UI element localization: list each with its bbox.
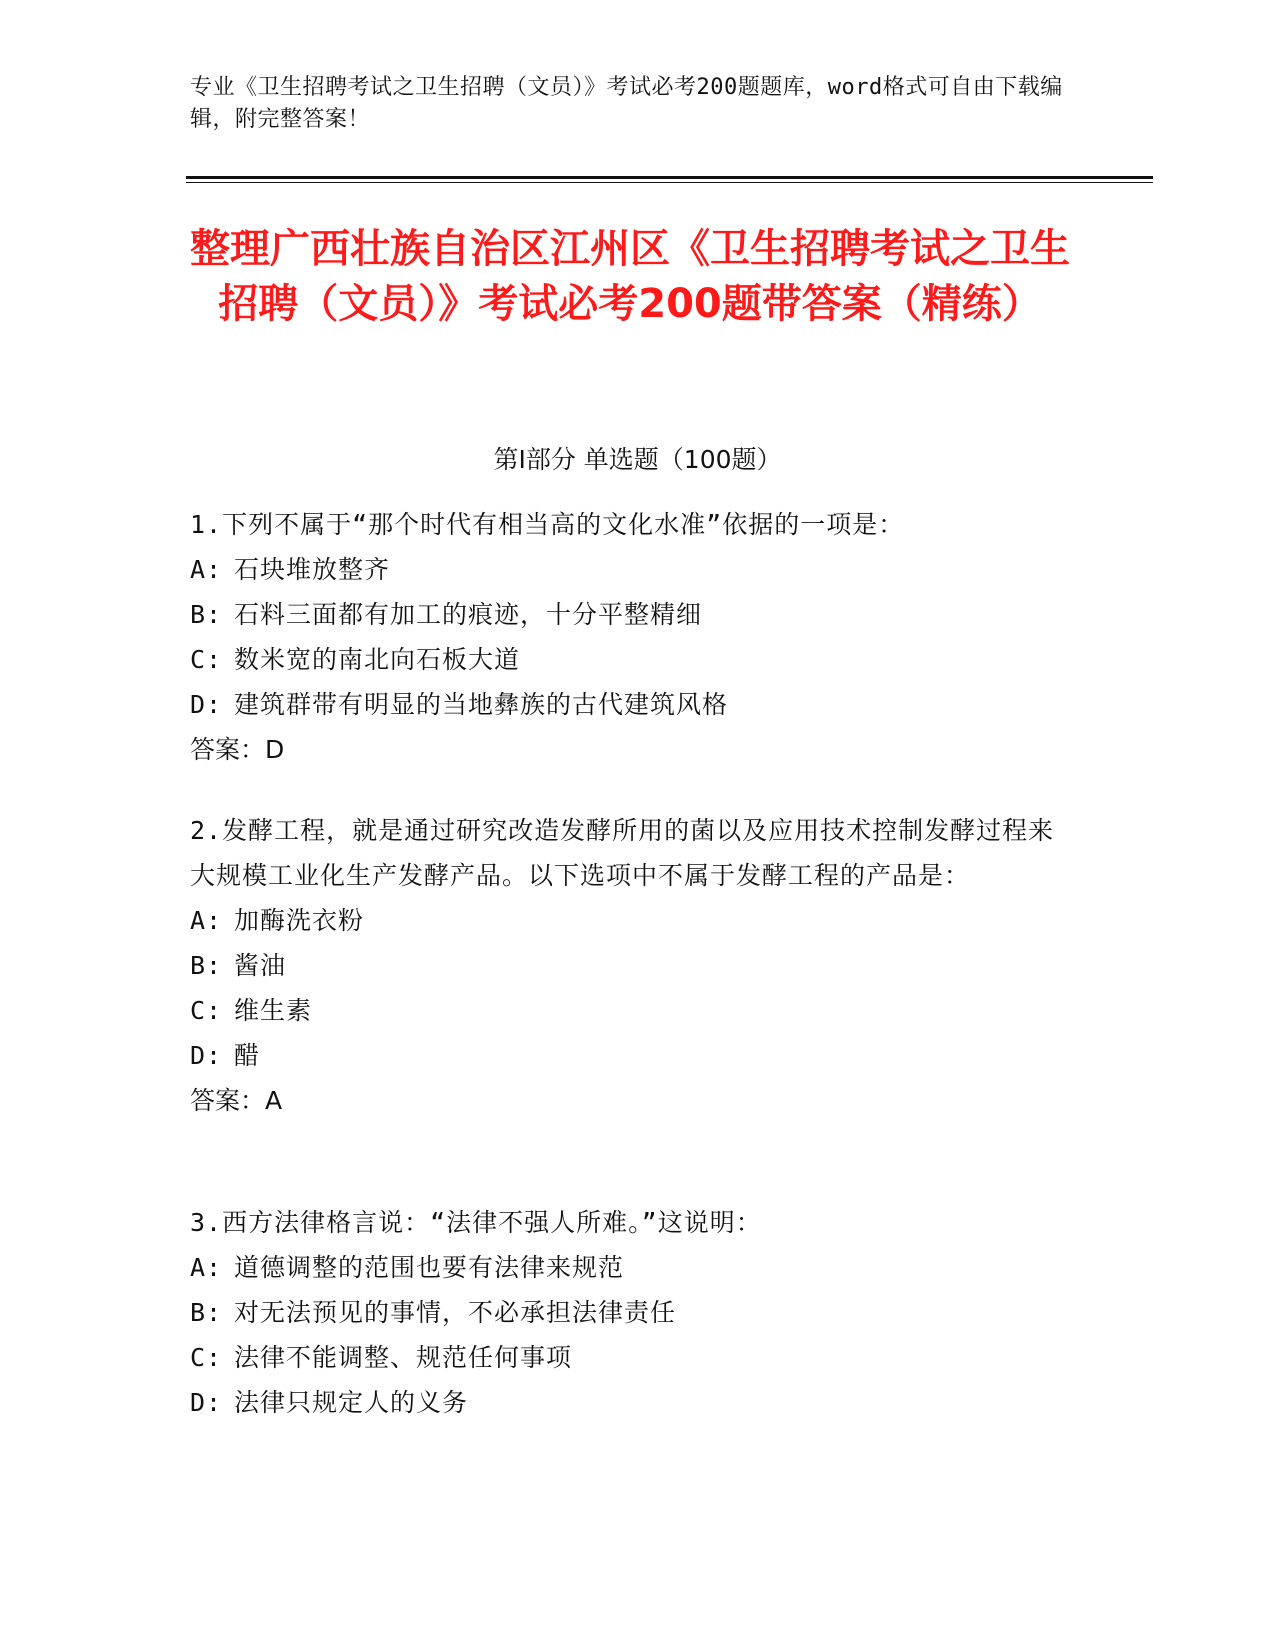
question-stem: 1.下列不属于“那个时代有相当高的文化水准”依据的一项是： <box>190 510 905 539</box>
option-c <box>190 637 1070 682</box>
option-text: 数米宽的南北向石板大道 <box>234 645 521 674</box>
option-letter: D: <box>190 690 223 719</box>
question-1 <box>190 502 1070 772</box>
question-2 <box>190 808 1070 1123</box>
option-c <box>190 1335 1070 1380</box>
question-3 <box>190 1200 1070 1425</box>
answer-line: 答案：A <box>190 1086 283 1115</box>
option-text: 石块堆放整齐 <box>234 555 391 584</box>
document-title: 整理广西壮族自治区江州区《卫生招聘考试之卫生招聘（文员）》考试必考200题带答案（精练） <box>190 226 1070 327</box>
option-letter: A: <box>190 906 223 935</box>
section-heading: 第Ⅰ部分 单选题（100题） <box>493 445 782 474</box>
option-text: 法律只规定人的义务 <box>234 1388 469 1417</box>
answer-line: 答案：D <box>190 735 285 764</box>
option-letter: D: <box>190 1041 223 1070</box>
option-letter: C: <box>190 996 223 1025</box>
option-d <box>190 1033 1070 1078</box>
question-stem: 2.发酵工程，就是通过研究改造发酵所用的菌以及应用技术控制发酵过程来大规模工业化生产发酵产品。以下选项中不属于发酵工程的产品是： <box>190 816 1055 890</box>
option-letter: D: <box>190 1388 223 1417</box>
option-letter: C: <box>190 1343 223 1372</box>
option-b <box>190 943 1070 988</box>
option-text: 维生素 <box>234 996 313 1025</box>
option-text: 道德调整的范围也要有法律来规范 <box>234 1253 625 1282</box>
option-letter: B: <box>190 600 223 629</box>
option-letter: B: <box>190 1298 223 1327</box>
option-d <box>190 1380 1070 1425</box>
option-text: 加酶洗衣粉 <box>234 906 365 935</box>
option-letter: C: <box>190 645 223 674</box>
option-a <box>190 898 1070 943</box>
header-divider-thin <box>186 182 1153 183</box>
option-text: 建筑群带有明显的当地彝族的古代建筑风格 <box>234 690 729 719</box>
question-stem: 3.西方法律格言说：“法律不强人所难。”这说明： <box>190 1208 762 1237</box>
option-d <box>190 682 1070 727</box>
option-letter: B: <box>190 951 223 980</box>
option-text: 对无法预见的事情，不必承担法律责任 <box>234 1298 677 1327</box>
header-divider-thick <box>186 176 1153 179</box>
option-text: 酱油 <box>234 951 287 980</box>
option-text: 醋 <box>234 1041 261 1070</box>
option-c <box>190 988 1070 1033</box>
option-letter: A: <box>190 555 223 584</box>
option-a <box>190 547 1070 592</box>
option-text: 石料三面都有加工的痕迹，十分平整精细 <box>234 600 703 629</box>
option-letter: A: <box>190 1253 223 1282</box>
header-note: 专业《卫生招聘考试之卫生招聘（文员）》考试必考200题题库，word格式可自由下载编辑，附完整答案！ <box>190 75 1063 132</box>
option-a <box>190 1245 1070 1290</box>
option-text: 法律不能调整、规范任何事项 <box>234 1343 573 1372</box>
option-b <box>190 592 1070 637</box>
option-b <box>190 1290 1070 1335</box>
